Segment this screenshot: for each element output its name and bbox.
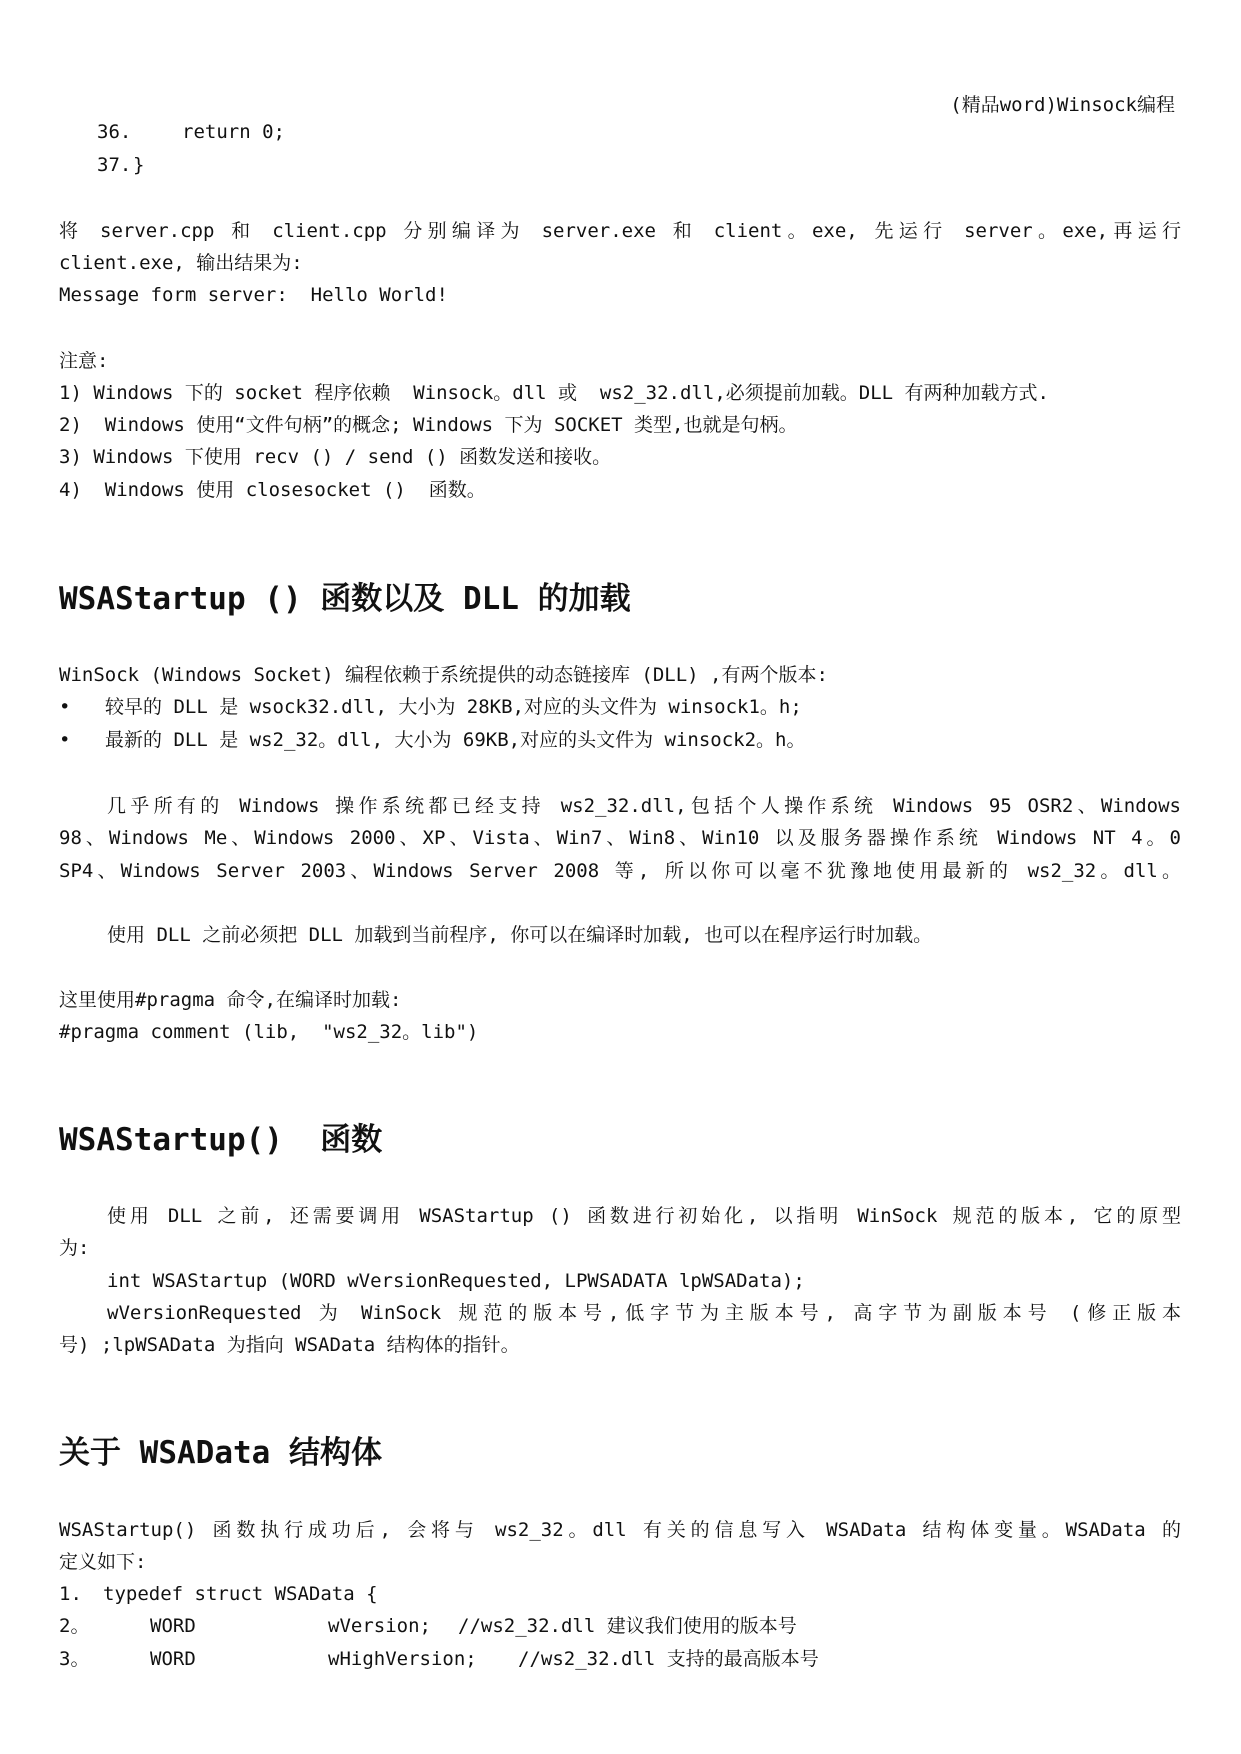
bullet-icon: • xyxy=(59,729,71,751)
struct-line-code: typedef struct WSAData { xyxy=(103,1583,378,1605)
code-line-num: 37. xyxy=(97,154,132,176)
section-heading-dll: WSAStartup () 函数以及 DLL 的加载 xyxy=(59,581,631,617)
bullet-item: 最新的 DLL 是 ws2_32。dll, 大小为 69KB,对应的头文件为 winsock2。h。 xyxy=(105,729,806,751)
os-paragraph-line3: SP4、Windows Server 2003、Windows Server 2008 等, 所以你可以毫不犹豫地使用最新的 ws2_32。dll。 xyxy=(59,860,1181,882)
struct-line-num: 1. xyxy=(59,1583,82,1605)
winsock-intro: WinSock (Windows Socket) 编程依赖于系统提供的动态链接库 (DLL) ,有两个版本: xyxy=(59,664,828,686)
os-paragraph-line1: 几乎所有的 Windows 操作系统都已经支持 ws2_32.dll,包括个人操作系统 Windows 95 OSR2、Windows xyxy=(107,795,1181,817)
function-prototype: int WSAStartup (WORD wVersionRequested, LPWSADATA lpWSAData); xyxy=(107,1270,805,1292)
bullet-icon: • xyxy=(59,696,71,718)
note-title: 注意: xyxy=(59,350,109,372)
struct-field-name: wHighVersion; xyxy=(328,1648,477,1670)
pragma-code: #pragma comment (lib, "ws2_32。lib") xyxy=(59,1021,479,1043)
compile-paragraph-line2: client.exe, 输出结果为: xyxy=(59,252,303,274)
section-heading-wsadata: 关于 WSAData 结构体 xyxy=(59,1435,382,1471)
note-item: 4) Windows 使用 closesocket () 函数。 xyxy=(59,479,486,501)
struct-line-num: 2。 xyxy=(59,1615,90,1637)
struct-field-comment: //ws2_32.dll 支持的最高版本号 xyxy=(518,1648,819,1670)
note-item: 2) Windows 使用“文件句柄”的概念; Windows 下为 SOCKET 类型,也就是句柄。 xyxy=(59,414,798,436)
program-output: Message form server: Hello World! xyxy=(59,284,448,306)
pragma-intro: 这里使用#pragma 命令,在编译时加载: xyxy=(59,989,402,1011)
code-line-num: 36. xyxy=(97,121,132,143)
struct-field-type: WORD xyxy=(150,1615,196,1637)
bullet-item: 较早的 DLL 是 wsock32.dll, 大小为 28KB,对应的头文件为 winsock1。h; xyxy=(105,696,802,718)
param-paragraph-line1: wVersionRequested 为 WinSock 规范的版本号,低字节为主版本号, 高字节为副版本号 (修正版本 xyxy=(107,1302,1181,1324)
page-header: (精品word)Winsock编程 xyxy=(950,94,1175,116)
struct-line-num: 3。 xyxy=(59,1648,90,1670)
startup-paragraph-line1: 使用 DLL 之前, 还需要调用 WSAStartup () 函数进行初始化, 以指明 WinSock 规范的版本, 它的原型 xyxy=(107,1205,1181,1227)
compile-paragraph-line1: 将 server.cpp 和 client.cpp 分别编译为 server.exe 和 client。exe, 先运行 server。exe,再运行 xyxy=(59,220,1181,242)
struct-field-comment: //ws2_32.dll 建议我们使用的版本号 xyxy=(458,1615,797,1637)
note-item: 3) Windows 下使用 recv () / send () 函数发送和接收。 xyxy=(59,446,612,468)
code-line-text: } xyxy=(133,154,145,176)
wsadata-paragraph-line2: 定义如下: xyxy=(59,1551,147,1573)
wsadata-paragraph-line1: WSAStartup() 函数执行成功后, 会将与 ws2_32。dll 有关的信息写入 WSAData 结构体变量。WSAData 的 xyxy=(59,1519,1181,1541)
startup-paragraph-line2: 为: xyxy=(59,1237,90,1259)
load-paragraph: 使用 DLL 之前必须把 DLL 加载到当前程序, 你可以在编译时加载, 也可以在程序运行时加载。 xyxy=(107,924,933,946)
note-item: 1) Windows 下的 socket 程序依赖 Winsock。dll 或 ws2_32.dll,必须提前加载。DLL 有两种加载方式. xyxy=(59,382,1049,404)
param-paragraph-line2: 号) ;lpWSAData 为指向 WSAData 结构体的指针。 xyxy=(59,1334,520,1356)
section-heading-wsastartup: WSAStartup() 函数 xyxy=(59,1122,383,1158)
struct-field-type: WORD xyxy=(150,1648,196,1670)
os-paragraph-line2: 98、Windows Me、Windows 2000、XP、Vista、Win7、Win8、Win10 以及服务器操作系统 Windows NT 4。0 xyxy=(59,827,1181,849)
struct-field-name: wVersion; xyxy=(328,1615,431,1637)
code-line-text: return 0; xyxy=(182,121,285,143)
